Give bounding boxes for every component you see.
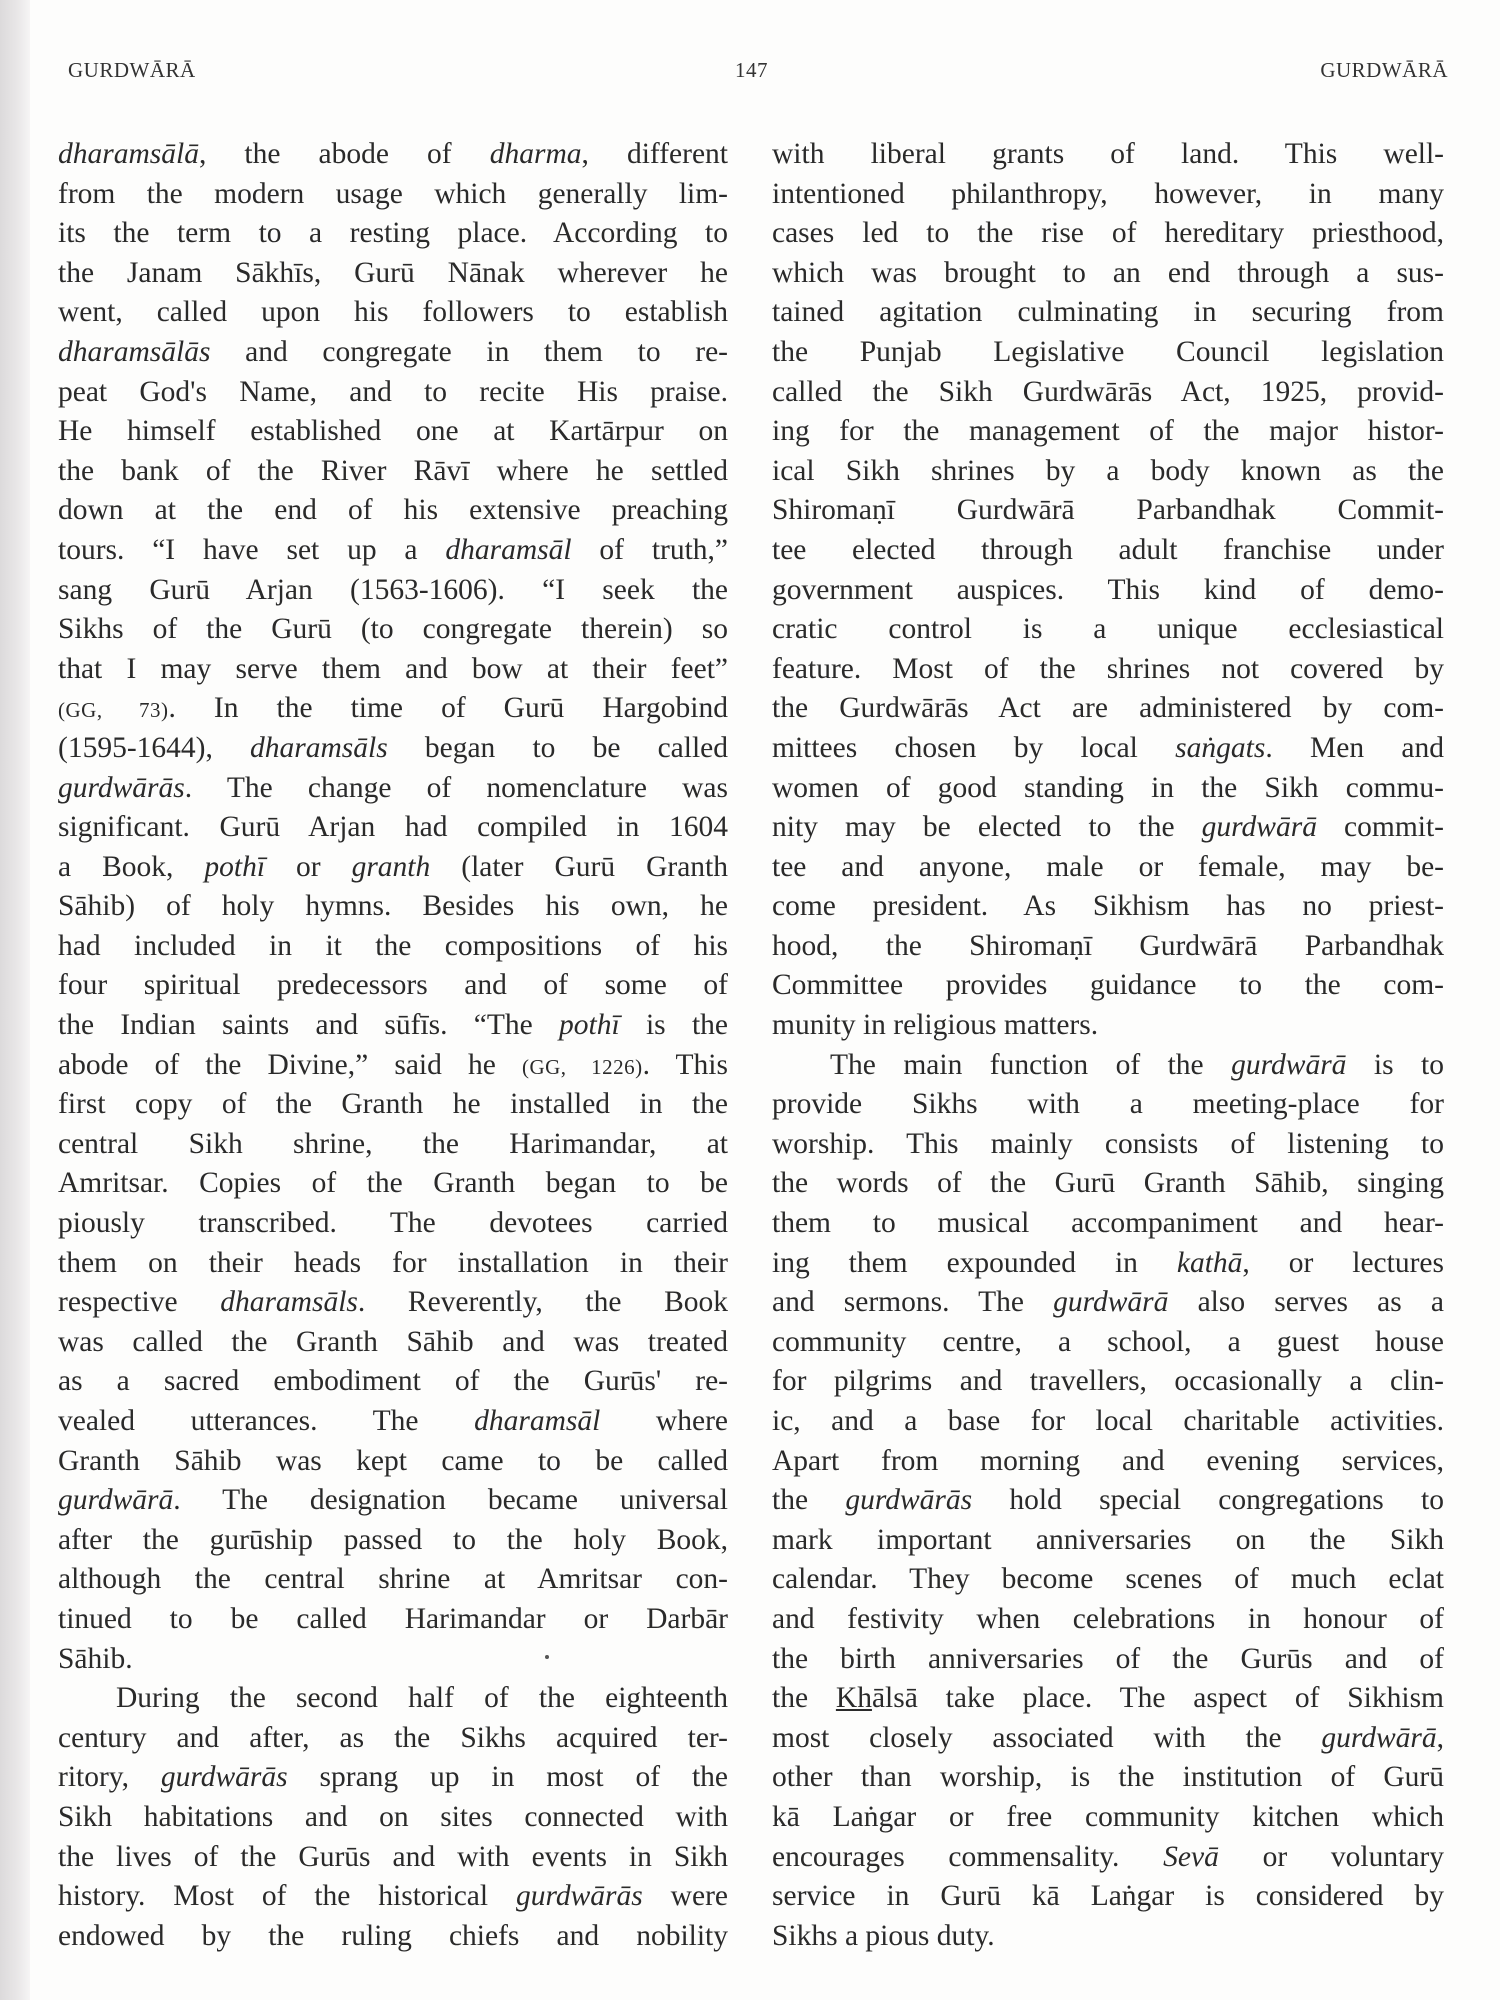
- text-line: ing them expounded in kathā, or lectures: [772, 1246, 1444, 1279]
- text-line: intentioned philanthropy, however, in many: [772, 177, 1444, 210]
- text-line: century and after, as the Sikhs acquired ter-: [58, 1721, 728, 1754]
- text-line: dharamsālā, the abode of dharma, different: [58, 138, 728, 170]
- text-line: kā Laṅgar or free community kitchen which: [772, 1800, 1444, 1833]
- text-line: four spiritual predecessors and of some of: [58, 969, 728, 1002]
- text-line: that I may serve them and bow at their feet”: [58, 652, 728, 685]
- text-line: encourages commensality. Sevā or voluntary: [772, 1840, 1444, 1873]
- text-line: come president. As Sikhism has no priest-: [772, 890, 1444, 923]
- text-line: women of good standing in the Sikh commu-: [772, 771, 1444, 804]
- running-head-left: GURDWĀRĀ: [68, 58, 196, 82]
- text-line: ritory, gurdwārās sprang up in most of the: [58, 1761, 728, 1794]
- left-text-column: [58, 135, 728, 1956]
- print-speck: [545, 1655, 549, 1659]
- text-line: Sikhs of the Gurū (to congregate therein) so: [58, 613, 728, 646]
- text-line: endowed by the ruling chiefs and nobility: [58, 1919, 728, 1952]
- text-line: vealed utterances. The dharamsāl where: [58, 1405, 728, 1437]
- text-line: with liberal grants of land. This well-: [772, 138, 1444, 170]
- text-line: tained agitation culminating in securing from: [772, 296, 1444, 329]
- text-line: first copy of the Granth he installed in the: [58, 1088, 728, 1121]
- text-line: Granth Sāhib was kept came to be called: [58, 1444, 728, 1477]
- text-line: central Sikh shrine, the Harimandar, at: [58, 1127, 728, 1160]
- text-line: the Gurdwārās Act are administered by com-: [772, 692, 1444, 725]
- text-line: During the second half of the eighteenth: [116, 1682, 728, 1715]
- text-line: them to musical accompaniment and hear-: [772, 1207, 1444, 1240]
- text-line: the Punjab Legislative Council legislation: [772, 335, 1444, 368]
- text-line: cratic control is a unique ecclesiastical: [772, 613, 1444, 646]
- text-line: the Indian saints and sūfīs. “The pothī is the: [58, 1009, 728, 1042]
- text-line: a Book, pothī or granth (later Gurū Granth: [58, 850, 728, 883]
- text-line: and festivity when celebrations in honour of: [772, 1602, 1444, 1635]
- text-line: He himself established one at Kartārpur on: [58, 415, 728, 448]
- running-head-right: GURDWĀRĀ: [1320, 58, 1448, 82]
- text-line: calendar. They become scenes of much eclat: [772, 1563, 1444, 1596]
- text-line: the birth anniversaries of the Gurūs and of: [772, 1642, 1444, 1675]
- text-line: (1595-1644), dharamsāls began to be called: [58, 731, 728, 764]
- text-line: Apart from morning and evening services,: [772, 1444, 1444, 1477]
- text-line: from the modern usage which generally lim-: [58, 177, 728, 210]
- right-text-column: [772, 135, 1444, 1956]
- text-line: its the term to a resting place. According to: [58, 217, 728, 250]
- text-line: feature. Most of the shrines not covered by: [772, 652, 1444, 685]
- text-line: significant. Gurū Arjan had compiled in 1604: [58, 811, 728, 844]
- text-line: sang Gurū Arjan (1563-1606). “I seek the: [58, 573, 728, 606]
- text-line: peat God's Name, and to recite His praise.: [58, 375, 728, 408]
- text-line: other than worship, is the institution of Gurū: [772, 1761, 1444, 1794]
- text-line: (GG, 73). In the time of Gurū Hargobind: [58, 692, 728, 725]
- text-line: them on their heads for installation in their: [58, 1246, 728, 1279]
- text-line: tee and anyone, male or female, may be-: [772, 850, 1444, 883]
- text-line: mittees chosen by local saṅgats. Men and: [772, 731, 1444, 764]
- text-line: although the central shrine at Amritsar con-: [58, 1563, 728, 1596]
- text-line: hood, the Shiromaṇī Gurdwārā Parbandhak: [772, 929, 1444, 962]
- text-line: for pilgrims and travellers, occasionally a clin-: [772, 1365, 1444, 1398]
- text-line: ing for the management of the major histor-: [772, 415, 1444, 448]
- text-line: nity may be elected to the gurdwārā commit-: [772, 811, 1445, 844]
- text-line: cases led to the rise of hereditary priesthood,: [772, 217, 1444, 250]
- text-line: gurdwārās. The change of nomenclature was: [58, 771, 728, 804]
- text-line: was called the Granth Sāhib and was treated: [58, 1325, 728, 1358]
- text-line: provide Sikhs with a meeting-place for: [772, 1088, 1444, 1121]
- text-line: tinued to be called Harimandar or Darbār: [58, 1602, 728, 1635]
- text-line: most closely associated with the gurdwārā,: [772, 1721, 1444, 1754]
- text-line: respective dharamsāls. Reverently, the Book: [58, 1286, 728, 1319]
- text-line: the Janam Sākhīs, Gurū Nānak wherever he: [58, 256, 728, 289]
- text-line: ic, and a base for local charitable activities.: [772, 1405, 1444, 1437]
- text-line: Sikhs a pious duty.: [772, 1919, 995, 1952]
- text-line: as a sacred embodiment of the Gurūs' re-: [58, 1365, 728, 1398]
- text-line: munity in religious matters.: [772, 1009, 1099, 1042]
- text-line: piously transcribed. The devotees carried: [58, 1207, 728, 1240]
- text-line: abode of the Divine,” said he (GG, 1226). This: [58, 1048, 728, 1081]
- text-line: Committee provides guidance to the com-: [772, 969, 1444, 1002]
- text-line: community centre, a school, a guest house: [772, 1325, 1444, 1358]
- text-line: the words of the Gurū Granth Sāhib, singing: [772, 1167, 1444, 1200]
- page-binding-shadow: [0, 0, 30, 2000]
- text-line: the gurdwārās hold special congregations to: [772, 1484, 1444, 1517]
- text-line: had included in it the compositions of his: [58, 929, 728, 962]
- text-line: the bank of the River Rāvī where he settled: [58, 454, 728, 487]
- text-line: tee elected through adult franchise under: [772, 533, 1444, 566]
- text-line: which was brought to an end through a sus-: [772, 256, 1444, 289]
- text-line: the lives of the Gurūs and with events in Sikh: [58, 1840, 728, 1873]
- text-line: Sikh habitations and on sites connected with: [58, 1800, 728, 1833]
- text-line: and sermons. The gurdwārā also serves as a: [772, 1286, 1444, 1319]
- text-line: down at the end of his extensive preaching: [58, 494, 728, 527]
- text-line: after the gurūship passed to the holy Book,: [58, 1523, 728, 1556]
- text-line: ical Sikh shrines by a body known as the: [772, 454, 1444, 487]
- text-line: went, called upon his followers to establish: [58, 296, 728, 329]
- text-line: mark important anniversaries on the Sikh: [772, 1523, 1444, 1556]
- text-line: Sāhib.: [58, 1642, 133, 1675]
- text-line: service in Gurū kā Laṅgar is considered by: [772, 1880, 1444, 1913]
- page-number: 147: [735, 58, 768, 82]
- text-line: worship. This mainly consists of listening to: [772, 1127, 1444, 1160]
- text-line: The main function of the gurdwārā is to: [830, 1048, 1445, 1081]
- text-line: Shiromaṇī Gurdwārā Parbandhak Commit-: [772, 494, 1444, 527]
- text-line: Sāhib) of holy hymns. Besides his own, he: [58, 890, 728, 923]
- text-line: dharamsālās and congregate in them to re-: [58, 335, 728, 368]
- text-line: history. Most of the historical gurdwārās were: [58, 1880, 728, 1913]
- text-line: the Khālsā take place. The aspect of Sikhism: [772, 1682, 1444, 1715]
- text-line: government auspices. This kind of demo-: [772, 573, 1444, 606]
- text-line: Amritsar. Copies of the Granth began to be: [58, 1167, 728, 1200]
- text-line: gurdwārā. The designation became universal: [58, 1484, 728, 1517]
- text-line: tours. “I have set up a dharamsāl of truth,”: [58, 533, 729, 566]
- text-line: called the Sikh Gurdwārās Act, 1925, provid-: [772, 375, 1444, 408]
